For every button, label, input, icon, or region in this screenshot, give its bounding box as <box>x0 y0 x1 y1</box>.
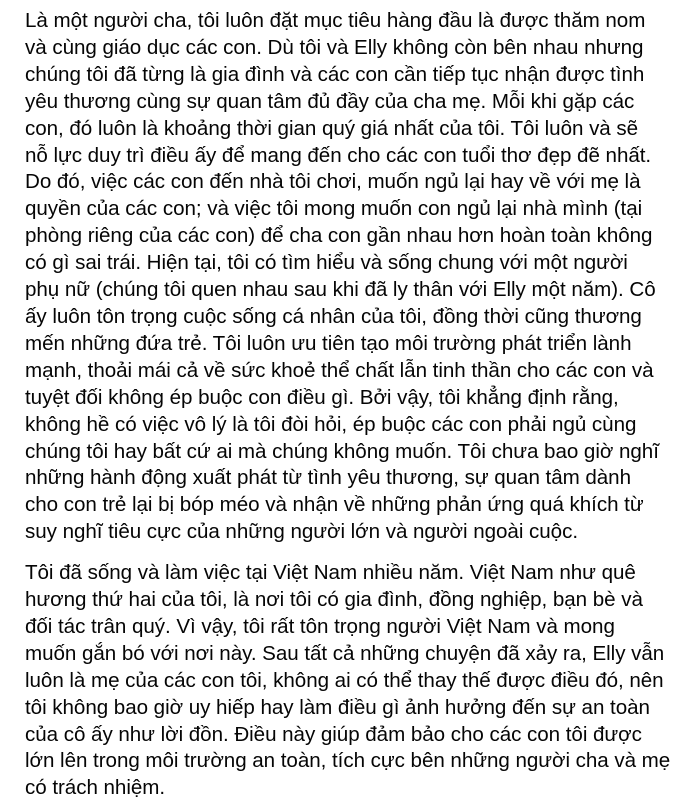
text-line: những hành động xuất phát từ tình yêu thương, sự quan tâm dành <box>25 466 631 490</box>
paragraph-1 <box>25 8 660 546</box>
text-line: của cô ấy như lời đồn. Điều này giúp đảm bảo cho các con tôi được <box>25 722 642 746</box>
text-line: nỗ lực duy trì điều ấy để mang đến cho các con tuổi thơ đẹp đẽ nhất. <box>25 143 652 167</box>
text-line: Là một người cha, tôi luôn đặt mục tiêu hàng đầu là được thăm nom <box>25 9 646 32</box>
text-line: có gì sai trái. Hiện tại, tôi có tìm hiểu và sống chung với một người <box>25 251 628 275</box>
text-line: ấy luôn tôn trọng cuộc sống cá nhân của tôi, đồng thời cũng thương <box>25 304 642 328</box>
text-line: hương thứ hai của tôi, là nơi tôi có gia đình, đồng nghiệp, bạn bè và <box>25 588 643 612</box>
text-line: Do đó, việc các con đến nhà tôi chơi, muốn ngủ lại hay về với mẹ là <box>25 170 641 194</box>
text-line: cho con trẻ lại bị bóp méo và nhận về những phản ứng quá khích từ <box>25 493 644 517</box>
text-line: tuyệt đối không ép buộc con điều gì. Bởi vậy, tôi khẳng định rằng, <box>25 385 619 409</box>
text-line: luôn là mẹ của các con tôi, không ai có thể thay thế được điều đó, nên <box>25 668 664 692</box>
text-line: yêu thương cùng sự quan tâm đủ đầy của cha mẹ. Mỗi khi gặp các <box>25 89 635 113</box>
text-line: và cùng giáo dục các con. Dù tôi và Elly không còn bên nhau nhưng <box>25 35 644 59</box>
text-line: suy nghĩ tiêu cực của những người lớn và người ngoài cuộc. <box>25 520 578 544</box>
text-line: muốn gắn bó với nơi này. Sau tất cả những chuyện đã xảy ra, Elly vẫn <box>25 641 665 665</box>
text-line: Tôi đã sống và làm việc tại Việt Nam nhiều năm. Việt Nam như quê <box>25 561 636 585</box>
paragraph-2 <box>25 560 671 802</box>
text-line: không hề có việc vô lý là tôi đòi hỏi, ép buộc các con phải ngủ cùng <box>25 412 637 436</box>
text-line: quyền của các con; và việc tôi mong muốn con ngủ lại nhà mình (tại <box>25 197 643 221</box>
text-line: phòng riêng của các con) để cha con gần nhau hơn hoàn toàn không <box>25 224 653 248</box>
text-line: mến những đứa trẻ. Tôi luôn ưu tiên tạo môi trường phát triển lành <box>25 331 632 355</box>
text-line: con, đó luôn là khoảng thời gian quý giá nhất của tôi. Tôi luôn và sẽ <box>25 116 639 140</box>
text-line: phụ nữ (chúng tôi quen nhau sau khi đã ly thân với Elly một năm). Cô <box>25 278 656 302</box>
text-line: chúng tôi đã từng là gia đình và các con cần tiếp tục nhận được tình <box>25 62 645 86</box>
text-line: đối tác trân quý. Vì vậy, tôi rất tôn trọng người Việt Nam và mong <box>25 614 615 638</box>
text-line: lớn lên trong môi trường an toàn, tích cực bên những người cha và mẹ <box>25 749 671 773</box>
text-line: tôi không bao giờ uy hiếp hay làm điều gì ảnh hưởng đến sự an toàn <box>25 695 650 719</box>
text-line: mạnh, thoải mái cả về sức khoẻ thể chất lẫn tinh thần cho các con và <box>25 358 654 382</box>
text-line: chúng tôi hay bất cứ ai mà chúng không muốn. Tôi chưa bao giờ nghĩ <box>25 439 659 463</box>
text-line: có trách nhiệm. <box>25 776 166 800</box>
